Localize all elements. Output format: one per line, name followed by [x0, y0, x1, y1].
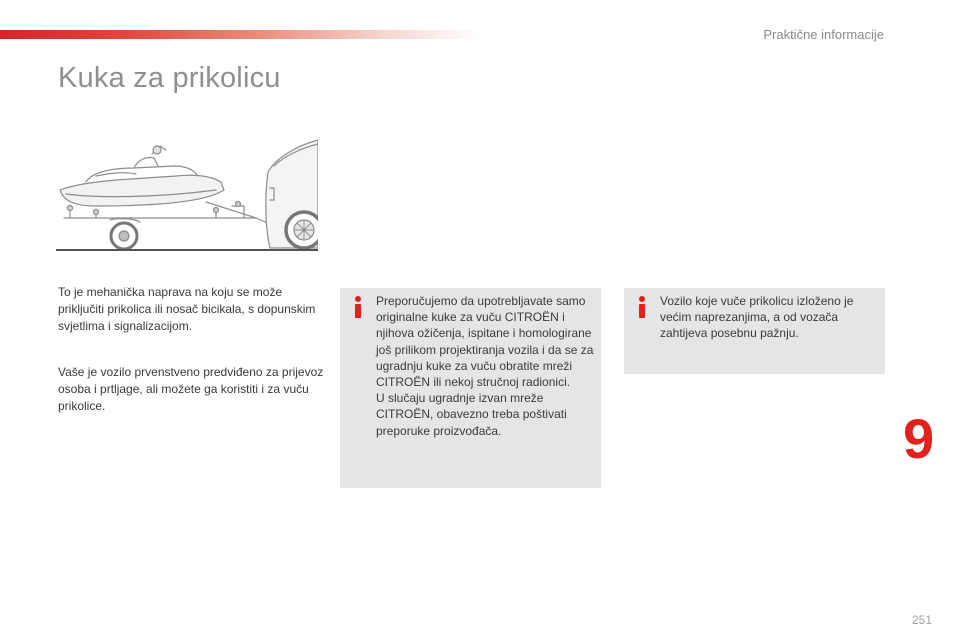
- header-accent-bar: [0, 30, 480, 39]
- page-title: Kuka za prikolicu: [58, 62, 281, 94]
- info-icon: [351, 295, 365, 319]
- towing-illustration: [56, 132, 318, 254]
- chapter-number: 9: [903, 407, 935, 470]
- page-number: 251: [912, 613, 933, 627]
- info-box-text: [376, 293, 594, 439]
- outside-network-text: U slučaju ugradnje izvan mreže CITROËN, obavezno treba poštivati preporuke proizvođača.: [376, 391, 567, 438]
- usage-paragraph: Vaše je vozilo prvenstveno predviđeno za prijevoz osoba i prtljage, ali možete ga koristiti i za vuču prikolice.: [58, 365, 324, 413]
- section-label: Praktične informacije: [763, 27, 884, 42]
- info-icon: [635, 295, 649, 319]
- recommendation-text: Preporučujemo da upotrebljavate samo originalne kuke za vuču CITROËN i njihova ožičenja, ispitane i homologirane još prilikom projektiranja vozila i da se za ugradnju kuke za vuču obratite mreži CITROËN ili nekoj stručnoj radionici.: [376, 294, 594, 390]
- info-box-recommendation: [340, 288, 601, 488]
- intro-paragraph: To je mehanička naprava na koju se može priključiti prikolica ili nosač bicikala, s dopunskim svjetlima i signalizacijom.: [58, 285, 316, 333]
- info-box-text: Vozilo koje vuče prikolicu izloženo je većim naprezanjima, a od vozača zahtijeva posebnu pažnju.: [660, 294, 854, 341]
- info-box-warning: [624, 288, 885, 374]
